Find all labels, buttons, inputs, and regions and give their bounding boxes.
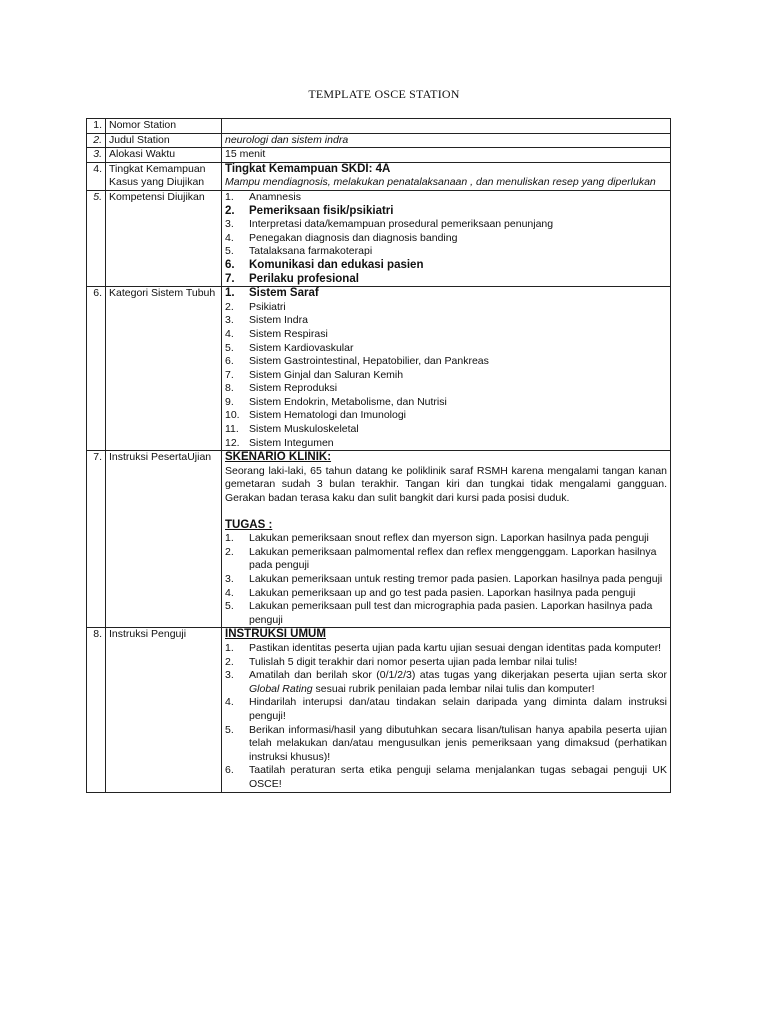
list-item: 3. Sistem Indra [225, 314, 308, 327]
examiner-instruction-cell [222, 628, 671, 792]
row-number: 4. [87, 162, 106, 190]
list-item: 6. Sistem Gastrointestinal, Hepatobilier, dan Pankreas [225, 355, 489, 368]
body-system-list [225, 287, 667, 450]
row-label: Instruksi Penguji [106, 628, 222, 792]
competency-list-cell [222, 190, 671, 286]
list-item: 5. Lakukan pemeriksaan pull test dan micrographia pada pasien. Laporkan hasilnya pada penguji [225, 600, 653, 626]
row-number: 1. [87, 119, 106, 134]
skdi-description: Mampu mendiagnosis, melakukan penatalaksanaan , dan menuliskan resep yang diperlukan [225, 176, 656, 189]
list-item: 7. Perilaku profesional [225, 272, 359, 285]
body-system-cell [222, 287, 671, 451]
tasks-heading: TUGAS : [225, 518, 273, 531]
row-label: Tingkat Kemampuan Kasus yang Diujikan [106, 162, 222, 190]
list-item: 2. Lakukan pemeriksaan palmomental reflex dan reflex menggenggam. Laporkan hasilnya pada penguji [225, 545, 657, 572]
row-number: 7. [87, 451, 106, 628]
table-row [87, 287, 671, 451]
table-row [87, 119, 671, 134]
list-item: 5. Berikan informasi/hasil yang dibutuhkan secara lisan/tulisan hanya apabila peserta ujian telah melakukan dan/atau mengusulkan jenis pemeriksaan yang dimaksud (perhatikan instruksi khusus)! [225, 723, 667, 763]
list-item: 1. Lakukan pemeriksaan snout reflex dan myerson sign. Laporkan hasilnya pada penguji [225, 532, 649, 545]
list-item: 12. Sistem Integumen [225, 436, 334, 449]
list-item: 1. Pastikan identitas peserta ujian pada kartu ujian sesuai dengan identitas pada komputer! [225, 641, 662, 654]
list-item: 7. Sistem Ginjal dan Saluran Kemih [225, 368, 404, 381]
osce-station-table [86, 118, 671, 793]
row-number: 2. [87, 133, 106, 148]
list-item: 1. Sistem Saraf [225, 287, 319, 300]
participant-instruction-cell [222, 451, 671, 628]
row-label: Instruksi PesertaUjian [106, 451, 222, 628]
general-instruction-heading: INSTRUKSI UMUM [225, 628, 326, 641]
table-row [87, 451, 671, 628]
row-number: 3. [87, 148, 106, 163]
station-title-value: neurologi dan sistem indra [222, 133, 671, 148]
row-label: Alokasi Waktu [106, 148, 222, 163]
scenario-text: Seorang laki-laki, 65 tahun datang ke poliklinik saraf RSMH karena mengalami tangan kanan gemetaran sudah 3 bulan terakhir. Tangan kiri dan tungkai tidak mengalami gangguan. Gerakan badan terasa kaku dan sulit bangkit dari kursi pada posisi duduk. [225, 464, 667, 505]
table-row [87, 190, 671, 286]
table-row [87, 133, 671, 148]
table-row [87, 628, 671, 792]
table-row [87, 148, 671, 163]
skdi-heading: Tingkat Kemampuan SKDI: 4A [225, 162, 391, 175]
competency-list [225, 191, 667, 286]
list-item: 8. Sistem Reproduksi [225, 382, 338, 395]
row-label: Judul Station [106, 133, 222, 148]
list-item: 3. Lakukan pemeriksaan untuk resting tremor pada pasien. Laporkan hasilnya pada penguji [225, 573, 663, 585]
list-item: 1. Anamnesis [225, 190, 301, 203]
tasks-list [225, 532, 667, 627]
row-label: Kompetensi Diujikan [106, 190, 222, 286]
row-value [222, 119, 671, 134]
table-row [87, 162, 671, 190]
list-item: 11. Sistem Muskuloskeletal [225, 423, 359, 436]
list-item: 4. Penegakan diagnosis dan diagnosis banding [225, 231, 458, 244]
list-item: 5. Tatalaksana farmakoterapi [225, 245, 373, 258]
list-item: 6. Komunikasi dan edukasi pasien [225, 258, 424, 271]
general-instruction-list [225, 642, 667, 792]
list-item: 4. Sistem Respirasi [225, 327, 328, 340]
list-item: 4. Hindarilah interupsi dan/atau tindakan selain daripada yang diminta dalam instruksi penguji! [225, 696, 667, 722]
competency-level-cell [222, 162, 671, 190]
list-item: 6. Taatilah peraturan serta etika penguji selama menjalankan tugas sebagai penguji UK OSCE! [225, 764, 667, 790]
scenario-heading: SKENARIO KLINIK: [225, 451, 332, 464]
list-item: 9. Sistem Endokrin, Metabolisme, dan Nutrisi [225, 395, 447, 408]
list-item: 2. Pemeriksaan fisik/psikiatri [225, 204, 394, 217]
row-label: Kategori Sistem Tubuh [106, 287, 222, 451]
list-item: 10. Sistem Hematologi dan Imunologi [225, 409, 406, 422]
time-allocation-value: 15 menit [222, 148, 671, 163]
list-item: 3. Amatilah dan berilah skor (0/1/2/3) atas tugas yang dikerjakan peserta ujian serta skor Global Rating sesuai rubrik penilaian pada lembar nilai tulis dan komputer! [225, 669, 667, 695]
row-number: 8. [87, 628, 106, 792]
list-item: 2. Tulislah 5 digit terakhir dari nomor peserta ujian pada lembar nilai tulis! [225, 655, 578, 668]
list-item: 5. Sistem Kardiovaskular [225, 341, 354, 354]
list-item: 4. Lakukan pemeriksaan up and go test pada pasien. Laporkan hasilnya pada penguji [225, 586, 636, 599]
row-number: 6. [87, 287, 106, 451]
list-item: 2. Psikiatri [225, 300, 286, 313]
list-item: 3. Interpretasi data/kemampuan prosedural pemeriksaan penunjang [225, 218, 554, 231]
page-title: TEMPLATE OSCE STATION [308, 87, 460, 101]
row-label: Nomor Station [106, 119, 222, 134]
row-number: 5. [87, 190, 106, 286]
